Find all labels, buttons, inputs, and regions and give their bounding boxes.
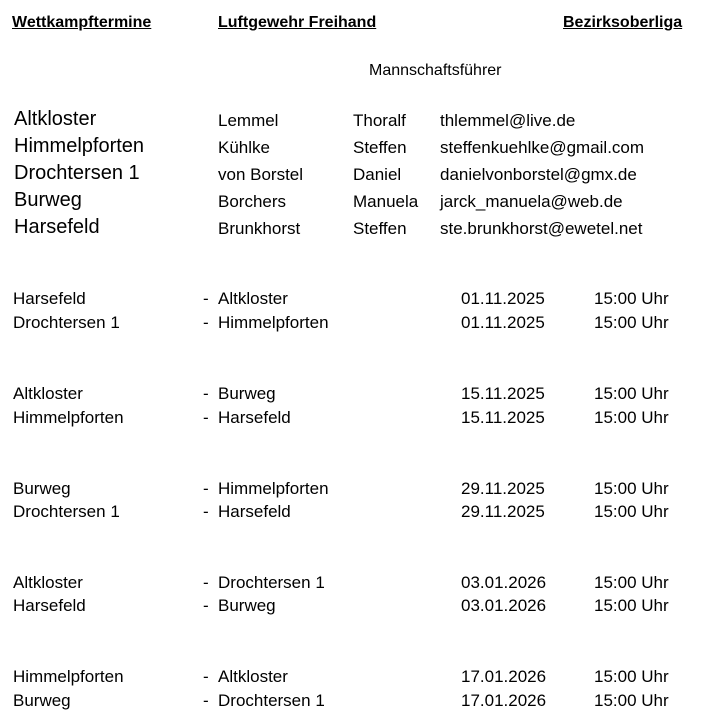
- match-separator: -: [203, 667, 209, 686]
- match-separator: -: [203, 384, 209, 403]
- match-away: Altkloster: [218, 289, 288, 308]
- captain-lastname: Kühlke: [218, 138, 270, 157]
- match-date: 01.11.2025: [461, 313, 545, 332]
- match-separator: -: [203, 408, 209, 427]
- match-home: Drochtersen 1: [13, 313, 120, 332]
- match-time: 15:00 Uhr: [594, 408, 669, 427]
- match-time: 15:00 Uhr: [594, 502, 669, 521]
- captain-email[interactable]: thlemmel@live.de: [440, 111, 576, 130]
- captain-lastname: Brunkhorst: [218, 219, 301, 238]
- match-away: Burweg: [218, 384, 276, 403]
- match-home: Burweg: [13, 691, 71, 710]
- match-away: Drochtersen 1: [218, 573, 325, 592]
- captain-lastname: von Borstel: [218, 165, 304, 184]
- match-home: Harsefeld: [13, 596, 86, 615]
- match-separator: -: [203, 573, 209, 592]
- captain-email[interactable]: ste.brunkhorst@ewetel.net: [440, 219, 643, 238]
- match-away: Himmelpforten: [218, 479, 329, 498]
- match-separator: -: [203, 479, 209, 498]
- header-league: Bezirksoberliga: [563, 14, 683, 31]
- match-date: 17.01.2026: [461, 691, 547, 710]
- match-date: 03.01.2026: [461, 573, 547, 592]
- captain-lastname: Borchers: [218, 192, 287, 211]
- match-home: Himmelpforten: [13, 408, 124, 427]
- captain-firstname: Steffen: [353, 219, 407, 238]
- captain-firstname: Daniel: [353, 165, 402, 184]
- match-separator: -: [203, 289, 209, 308]
- match-away: Himmelpforten: [218, 313, 329, 332]
- header-wettkampftermine: Wettkampftermine: [12, 14, 152, 31]
- captain-lastname: Lemmel: [218, 111, 279, 130]
- match-time: 15:00 Uhr: [594, 573, 669, 592]
- match-time: 15:00 Uhr: [594, 479, 669, 498]
- match-time: 15:00 Uhr: [594, 667, 669, 686]
- match-away: Burweg: [218, 596, 276, 615]
- match-away: Harsefeld: [218, 408, 291, 427]
- match-time: 15:00 Uhr: [594, 596, 669, 615]
- match-home: Burweg: [13, 479, 71, 498]
- match-time: 15:00 Uhr: [594, 313, 669, 332]
- match-away: Altkloster: [218, 667, 288, 686]
- match-date: 03.01.2026: [461, 596, 547, 615]
- match-date: 17.01.2026: [461, 667, 547, 686]
- captain-team: Burweg: [14, 189, 82, 211]
- match-home: Altkloster: [13, 573, 83, 592]
- match-date: 01.11.2025: [461, 289, 545, 308]
- match-date: 29.11.2025: [461, 479, 545, 498]
- match-home: Altkloster: [13, 384, 83, 403]
- match-date: 15.11.2025: [461, 408, 545, 427]
- captain-email[interactable]: steffenkuehlke@gmail.com: [440, 138, 645, 157]
- match-away: Drochtersen 1: [218, 691, 325, 710]
- match-separator: -: [203, 596, 209, 615]
- captain-firstname: Thoralf: [353, 111, 406, 130]
- captain-team: Altkloster: [14, 108, 97, 130]
- match-home: Himmelpforten: [13, 667, 124, 686]
- captain-firstname: Manuela: [353, 192, 419, 211]
- match-date: 15.11.2025: [461, 384, 545, 403]
- match-away: Harsefeld: [218, 502, 291, 521]
- match-time: 15:00 Uhr: [594, 289, 669, 308]
- match-separator: -: [203, 313, 209, 332]
- captain-email[interactable]: danielvonborstel@gmx.de: [440, 165, 637, 184]
- match-home: Harsefeld: [13, 289, 86, 308]
- match-date: 29.11.2025: [461, 502, 545, 521]
- captain-team: Himmelpforten: [14, 135, 145, 157]
- match-separator: -: [203, 691, 209, 710]
- match-time: 15:00 Uhr: [594, 691, 669, 710]
- header-discipline: Luftgewehr Freihand: [218, 14, 377, 31]
- captain-firstname: Steffen: [353, 138, 407, 157]
- match-separator: -: [203, 502, 209, 521]
- captains-heading: Mannschaftsführer: [369, 62, 502, 79]
- captain-team: Harsefeld: [14, 216, 100, 238]
- match-time: 15:00 Uhr: [594, 384, 669, 403]
- captain-email[interactable]: jarck_manuela@web.de: [440, 192, 623, 211]
- match-home: Drochtersen 1: [13, 502, 120, 521]
- captain-team: Drochtersen 1: [14, 162, 140, 184]
